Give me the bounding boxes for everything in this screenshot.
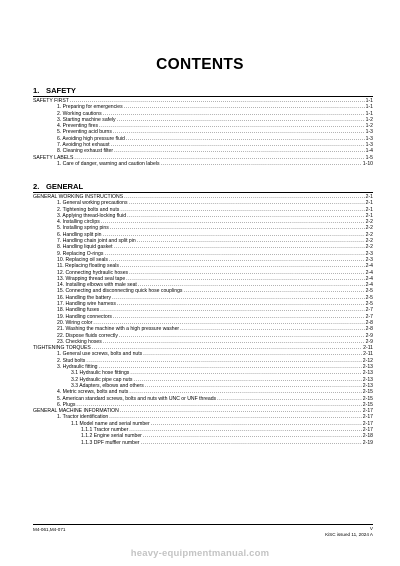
toc-entry-label: 6. Plugs: [57, 401, 76, 408]
toc-entry-page: 2-12: [362, 357, 373, 364]
toc-entry-label: TIGHTENING TORQUES: [33, 345, 91, 352]
toc-entry-label: 2. Stud bolts: [57, 357, 86, 364]
toc-entry-list: [33, 98, 373, 167]
toc-entry-label: 1.1.1 Tractor number: [81, 426, 129, 433]
toc-entry-label: 3. Applying thread-locking fluid: [57, 212, 127, 219]
toc-entry-label: 4. Preventing fires: [57, 123, 99, 130]
toc-entry-label: 2. Tightening bolts and nuts: [57, 206, 120, 213]
footer-divider: [33, 524, 373, 525]
toc-entry-page: 2-4: [365, 269, 373, 276]
toc-entry-page: 1-10: [362, 160, 373, 167]
toc-entry-label: 10. Replacing oil seals: [57, 256, 108, 263]
toc-entry-label: 7. Avoiding hot exhaust: [57, 142, 110, 149]
toc-entry-label: 13. Wrapping thread seal tape: [57, 275, 126, 282]
toc-entry-label: 6. Avoiding high pressure fluid: [57, 135, 125, 142]
toc-entry-page: 1-2: [365, 116, 373, 123]
footer-page-number: V: [369, 526, 373, 531]
toc-entry-label: 8. Handling liquid gasket: [57, 244, 113, 251]
toc-entry-label: 1. Tractor identification: [57, 414, 109, 421]
toc-entry-page: 2-19: [362, 439, 373, 446]
section-heading: [33, 86, 373, 97]
toc-entry-page: 2-4: [365, 263, 373, 270]
section-title: SAFETY: [46, 86, 76, 95]
toc-entry-label: 3. Hydraulic fitting: [57, 364, 98, 371]
section-heading: [33, 182, 373, 193]
toc-entry-list: [33, 194, 373, 446]
toc-entry-label: 1. Preparing for emergencies: [57, 104, 123, 111]
toc-entry-label: 14. Installing elbows with male seat: [57, 282, 137, 289]
toc-entry-page: 2-13: [362, 370, 373, 377]
toc-entry-page: 1-2: [365, 123, 373, 130]
toc-entry-page: 2-11: [363, 351, 373, 358]
toc-entry-label: 22. Dispose fluids correctly: [57, 332, 118, 339]
toc-entry-label: 1. General working precautions: [57, 200, 128, 207]
toc-entry-page: 2-7: [365, 307, 373, 314]
footer-issue-info: KiSC issued 11, 2024 A: [325, 532, 373, 537]
toc-entry-page: 2-13: [362, 382, 373, 389]
toc-entry-page: 1-1: [365, 104, 373, 111]
toc-entry-page: 1-1: [365, 110, 373, 117]
toc-entry-page: 2-2: [365, 225, 373, 232]
watermark-text: heavy-equipmentmanual.com: [130, 548, 270, 559]
toc-leader-dots: [141, 440, 362, 446]
toc-entry-page: 2-17: [362, 426, 373, 433]
toc-entry-page: 2-1: [365, 194, 373, 200]
toc-entry-page: 2-1: [365, 206, 373, 213]
toc-entry-label: 20. Wiring color: [57, 319, 93, 326]
toc-leader-dots: [161, 161, 362, 167]
toc-entry-label: 15. Connecting and disconnecting quick hose couplings: [57, 288, 183, 295]
section-number: 2.: [33, 182, 40, 191]
toc-entry-label: 7. Handling chain joint and split pin: [57, 238, 136, 245]
toc-entry-page: 2-2: [365, 219, 373, 226]
toc-entry-label: 4. Metric screws, bolts and nuts: [57, 389, 129, 396]
toc-entry-page: 2-8: [365, 319, 373, 326]
toc-entry-page: 2-4: [365, 282, 373, 289]
toc-entry-page: 2-5: [365, 288, 373, 295]
toc-entry-page: 2-2: [365, 244, 373, 251]
toc-section-safety: [33, 86, 373, 167]
toc-entry-page: 2-15: [362, 401, 373, 408]
toc-entry-label: 5. Installing spring pins: [57, 225, 109, 232]
toc-entry-label: 16. Handling the battery: [57, 294, 112, 301]
toc-entry-page: 2-2: [365, 231, 373, 238]
toc-entry-label: 18. Handling fuses: [57, 307, 100, 314]
toc-entry-page: 2-17: [362, 420, 373, 427]
toc-entry-page: 2-9: [365, 332, 373, 339]
toc-entry-label: 9. Replacing O-rings: [57, 250, 104, 257]
toc-entry-label: 8. Cleaning exhaust filter: [57, 148, 114, 155]
toc-entry-page: 2-11: [363, 345, 373, 352]
toc-entry-label: GENERAL WORKING INSTRUCTIONS: [33, 194, 124, 200]
toc-entry-page: 2-1: [365, 212, 373, 219]
toc-entry-page: 2-5: [365, 301, 373, 308]
toc-entry-label: 11. Replacing floating seals: [57, 263, 119, 270]
toc-entry-page: 2-1: [365, 200, 373, 207]
toc-entry-page: 2-3: [365, 250, 373, 257]
toc-entry-page: 1-1: [365, 98, 373, 104]
toc-entry-label: 1.1.3 DPF muffler number: [81, 439, 140, 446]
toc-entry-page: 2-9: [365, 338, 373, 345]
section-title: GENERAL: [46, 182, 84, 191]
toc-entry-page: 2-2: [365, 238, 373, 245]
toc-entry-label: 3.3 Adapters, elbows and others: [71, 382, 144, 389]
toc-entry[interactable]: [33, 161, 373, 167]
toc-entry-page: 2-13: [362, 376, 373, 383]
toc-entry-label: 1.1 Model name and serial number: [71, 420, 150, 427]
toc-entry-label: 21. Washing the machine with a high pressure washer: [57, 326, 180, 333]
toc-entry-page: 1-3: [365, 129, 373, 136]
toc-entry-label: 3.1 Hydraulic hose fittings: [71, 370, 130, 377]
toc-entry-label: 17. Handling wire harness: [57, 301, 116, 308]
toc-entry-page: 1-3: [365, 142, 373, 149]
toc-entry-label: SAFETY LABELS: [33, 154, 74, 161]
toc-entry-page: 2-17: [362, 408, 373, 415]
toc-entry-label: 5. Preventing acid burns: [57, 129, 112, 136]
toc-entry-label: GENERAL MACHINE INFORMATION: [33, 408, 119, 415]
toc-entry-label: 1. General use screws, bolts and nuts: [57, 351, 143, 358]
toc-entry-page: 1-3: [365, 135, 373, 142]
toc-entry-label: 4. Installing circlips: [57, 219, 100, 226]
toc-entry-page: 2-7: [365, 313, 373, 320]
toc-entry-label: 12. Connecting hydraulic hoses: [57, 269, 129, 276]
toc-entry-label: 3.2 Hydraulic pipe cap nuts: [71, 376, 133, 383]
page-title: CONTENTS: [156, 56, 244, 73]
toc-entry-label: 6. Handling split pin: [57, 231, 102, 238]
footer-model-codes: M4-061,M4-071: [33, 527, 66, 532]
toc-entry-page: 2-8: [365, 326, 373, 333]
toc-entry-page: 2-15: [362, 389, 373, 396]
section-number: 1.: [33, 86, 40, 95]
toc-entry-page: 2-5: [365, 294, 373, 301]
toc-entry-page: 2-4: [365, 275, 373, 282]
toc-section-general: [33, 182, 373, 446]
toc-entry-label: 19. Handling connectors: [57, 313, 112, 320]
toc-entry-label: 23. Checking hoses: [57, 338, 102, 345]
toc-entry-page: 2-3: [365, 256, 373, 263]
toc-entry-page: 2-18: [362, 433, 373, 440]
toc-entry-label: 2. Working cautions: [57, 110, 102, 117]
toc-entry[interactable]: [33, 440, 373, 446]
toc-entry-page: 2-13: [362, 364, 373, 371]
toc-entry-label: 1. Care of danger, warning and caution labels: [57, 160, 160, 167]
toc-entry-page: 1-4: [365, 148, 373, 155]
toc-entry-page: 2-17: [362, 414, 373, 421]
toc-entry-label: 1.1.2 Engine serial number: [81, 433, 142, 440]
toc-entry-label: 3. Starting machine safely: [57, 116, 116, 123]
toc-entry-page: 1-5: [365, 154, 373, 161]
toc-entry-label: 5. American standard screws, bolts and nuts with UNC or UNF threads: [57, 395, 217, 402]
toc-entry-label: SAFETY FIRST: [33, 98, 69, 104]
toc-entry-page: 2-15: [362, 395, 373, 402]
